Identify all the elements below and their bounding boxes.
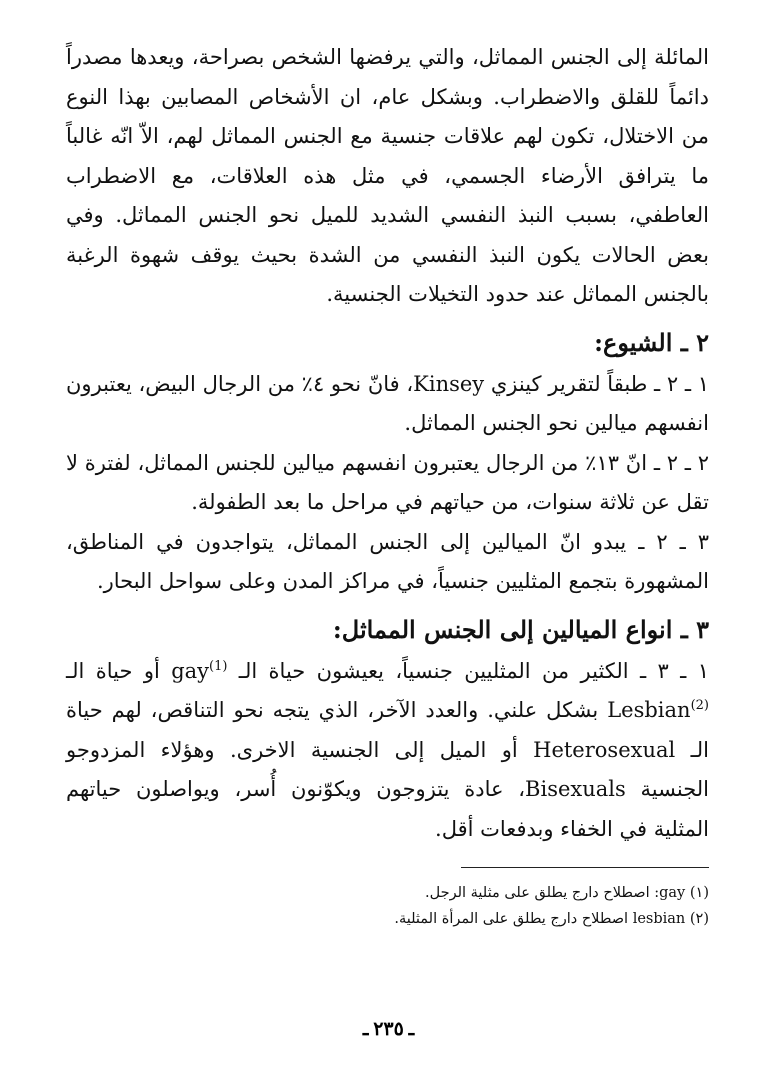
prevalence-item-2: ٢ ـ ٢ ـ انّ ١٣٪ من الرجال يعتبرون انفسهم ميالين للجنس المماثل، لفترة لا تقل عن ثلاثة سنوات، من حياتهم في مراحل ما بعد الطفولة. <box>66 450 710 514</box>
page-number: ـ ٢٣٥ ـ <box>362 1019 415 1040</box>
footnote-1: (١) gay: اصطلاح دارج يطلق على مثلية الرجل. <box>425 885 709 901</box>
intro-paragraph: المائلة إلى الجنس المماثل، والتي يرفضها الشخص بصراحة، ويعدها مصدراً دائماً للقلق والاضطراب. وبشكل عام، ان الأشخاص المصابين بهذا النوع من الاختلال، تكون لهم علاقات جنسية مع الجنس المماثل لهم، الاّ انّه غالباً ما يترافق الأرضاء الجسمي، في مثل هذه العلاقات، مع الاضطراب العاطفي، بسبب النبذ النفسي الشديد للميل نحو الجنس المماثل. وفي بعض الحالات يكون النبذ النفسي من الشدة بحيث يوقف شهوة الرغبة بالجنس المماثل عند حدود التخيلات الجنسية. <box>66 45 709 306</box>
prevalence-item-3: ٣ ـ ٢ ـ يبدو انّ الميالين إلى الجنس المماثل، يتواجدون في المناطق، المشهورة بتجمع المثليين جنسياً، في مراكز المدن وعلى سواحل البحار. <box>66 529 709 593</box>
types-item-1-part-b: أو حياة الـ Lesbian <box>66 658 691 722</box>
footnote-ref-1: (1) <box>209 658 228 674</box>
types-item-1 <box>66 652 709 850</box>
footnote-2: (٢) lesbian اصطلاح دارج يطلق على المرأة المثلية. <box>394 911 709 927</box>
section-heading-types: ٣ ـ انواع الميالين إلى الجنس المماثل: <box>332 614 709 644</box>
footnote-ref-2: (2) <box>690 698 709 713</box>
types-item-1-part-a: ١ ـ ٣ ـ الكثير من المثليين جنسياً، يعيشون حياة الـ gay <box>171 658 709 683</box>
section-heading-prevalence: ٢ ـ الشيوع: <box>594 327 709 357</box>
footnote-divider <box>461 867 709 868</box>
types-item-1-part-c: بشكل علني. والعدد الآخر، الذي يتجه نحو التناقص، لهم حياة الـ Heterosexual أو الميل إلى الجنسية الاخرى. وهؤلاء المزدوجو الجنسية Bisexuals، عادة يتزوجون ويكوّنون أُسر، ويواصلون حياتهم المثلية في الخفاء وبدفعات أقل. <box>66 698 709 841</box>
prevalence-item-1: ١ ـ ٢ ـ طبقاً لتقرير كينزي Kinsey، فانّ نحو ٤٪ من الرجال البيض، يعتبرون انفسهم ميالين نحو الجنس المماثل. <box>66 371 709 435</box>
